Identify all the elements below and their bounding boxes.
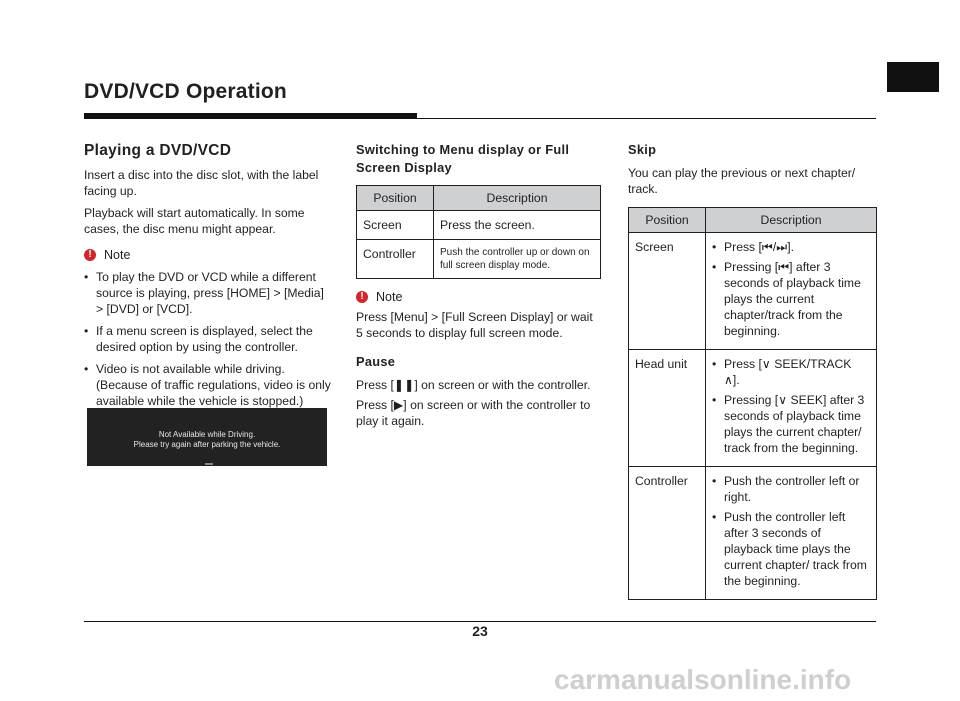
table-row: [629, 350, 877, 467]
table-cell: [706, 233, 877, 350]
paragraph: You can play the previous or next chapter/ track.: [628, 166, 856, 196]
note-label: Note: [104, 248, 131, 262]
table-header: Description: [706, 208, 877, 233]
exclamation-icon: !: [84, 249, 96, 261]
note-text: Press [Menu] > [Full Screen Display] or wait 5 seconds to display full screen mode.: [356, 310, 593, 340]
table-cell: Controller: [629, 467, 706, 600]
exclamation-icon: !: [356, 291, 368, 303]
table-cell: [706, 350, 877, 467]
table-header-row: [629, 208, 877, 233]
note-header: [356, 289, 601, 305]
note-list: [84, 269, 332, 409]
title-underline-thin: [84, 118, 876, 119]
section-heading-skip: Skip: [628, 142, 657, 157]
list-item: • Pressing [∨ SEEK] after 3 seconds of playback time plays the current chapter/ track from the beginning.: [712, 392, 870, 456]
section-heading-switching: Switching to Menu display or Full Screen Display: [356, 142, 570, 175]
table-cell: Controller: [357, 240, 434, 279]
footer-rule: [84, 621, 876, 622]
note-header: [84, 247, 332, 263]
page-number: 23: [472, 623, 488, 639]
warning-line: Please try again after parking the vehicle.: [133, 440, 281, 449]
section-heading-playing: Playing a DVD/VCD: [84, 142, 232, 159]
table-row: [357, 211, 601, 240]
table-cell: Push the controller up or down on full screen display mode.: [434, 240, 601, 279]
driving-warning-image: [87, 408, 327, 466]
table-cell: Screen: [629, 233, 706, 350]
table-header: Position: [357, 186, 434, 211]
column-menu-pause: [356, 141, 601, 429]
watermark: carmanualsonline.info: [554, 664, 852, 695]
paragraph: Press [❚❚] on screen or with the controller.: [356, 378, 591, 392]
table-row: [357, 240, 601, 279]
table-cell: Screen: [357, 211, 434, 240]
skip-table: [628, 207, 877, 600]
scroll-indicator: [205, 463, 213, 465]
paragraph: Insert a disc into the disc slot, with the label facing up.: [84, 168, 319, 198]
list-item: • Press [∨ SEEK/TRACK ∧].: [712, 356, 870, 388]
column-skip: [628, 141, 877, 600]
list-item: • Pressing [⏮] after 3 seconds of playback time plays the current chapter/track from the beginning.: [712, 259, 870, 339]
table-cell: Press the screen.: [434, 211, 601, 240]
chapter-tab: [887, 62, 939, 92]
list-item: • Push the controller left or right.: [712, 473, 870, 505]
warning-line: Not Available while Driving.: [158, 430, 256, 439]
table-header: Position: [629, 208, 706, 233]
table-cell: Head unit: [629, 350, 706, 467]
paragraph: Playback will start automatically. In some cases, the disc menu might appear.: [84, 206, 305, 236]
list-item: • Push the controller left after 3 seconds of playback time plays the current chapter/ track from the beginning.: [712, 509, 870, 589]
page-title: DVD/VCD Operation: [84, 80, 287, 103]
table-cell: [706, 467, 877, 600]
table-header: Description: [434, 186, 601, 211]
note-label: Note: [376, 290, 403, 304]
section-heading-pause: Pause: [356, 354, 396, 369]
list-item: • Video is not available while driving. (Because of traffic regulations, video is only available while the vehicle is stopped.): [84, 361, 332, 409]
list-item: • To play the DVD or VCD while a different source is playing, press [HOME] > [Media] > [DVD] or [VCD].: [84, 269, 332, 317]
paragraph: Press [▶] on screen or with the controller to play it again.: [356, 398, 591, 428]
table-row: [629, 233, 877, 350]
switching-table: [356, 185, 601, 279]
table-header-row: [357, 186, 601, 211]
table-row: [629, 467, 877, 600]
column-playing: [84, 141, 332, 415]
list-item: • Press [⏮/⏭].: [712, 239, 870, 255]
list-item: • If a menu screen is displayed, select the desired option by using the controller.: [84, 323, 332, 355]
